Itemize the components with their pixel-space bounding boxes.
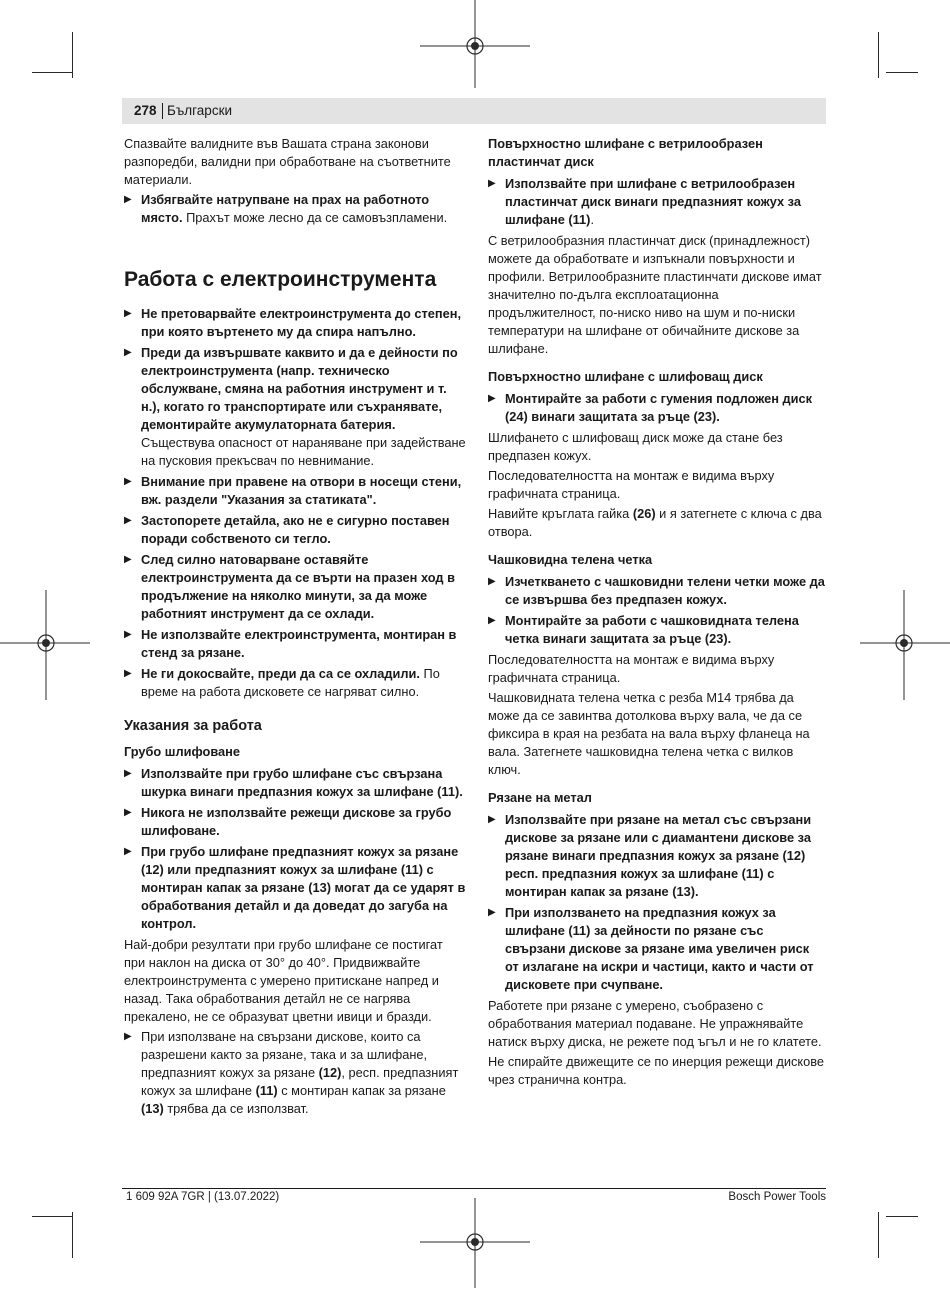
subheading: Повърхностно шлифане с шлифоващ диск — [488, 369, 763, 384]
intro-paragraph: Спазвайте валидните във Вашата страна законови разпоредби, валидни при обработване на съответните материали. — [124, 136, 451, 187]
list-item: ▶ Избягвайте натрупване на прах на работното място. Прахът може лесно да се самовъзпламени. — [124, 192, 448, 225]
list-item: ▶ Не използвайте електроинструмента, монтиран в стенд за рязане. — [124, 627, 457, 660]
section-title: Работа с електроинструмента — [124, 268, 437, 291]
bullet-triangle-icon: ▶ — [488, 576, 496, 587]
crop-mark — [32, 1216, 72, 1217]
list-item: ▶ Никога не използвайте режещи дискове за грубо шлифоване. — [124, 805, 452, 838]
paragraph: Навийте кръглата гайка (26) и я затегнете с ключа с два отвора. — [488, 506, 822, 539]
crop-mark — [886, 72, 918, 73]
list-item: ▶ Внимание при правене на отвори в носещи стени, вж. раздели "Указания за статиката". — [124, 474, 462, 507]
bullet-triangle-icon: ▶ — [488, 178, 496, 189]
registration-mark-icon — [860, 590, 950, 700]
page-number: 278 — [134, 103, 157, 118]
bullet-triangle-icon: ▶ — [124, 515, 132, 526]
subheading: Грубо шлифоване — [124, 744, 240, 759]
registration-mark-icon — [420, 1198, 530, 1288]
paragraph: Последователността на монтаж е видима върху графичната страница. — [488, 652, 775, 685]
subheading: Чашковидна телена четка — [488, 552, 653, 567]
bullet-triangle-icon: ▶ — [124, 668, 132, 679]
paragraph: Не спирайте движещите се по инерция режещи дискове чрез странична контра. — [488, 1054, 825, 1087]
header-separator — [162, 103, 163, 119]
footer-document-id: 1 609 92A 7GR | (13.07.2022) — [126, 1191, 280, 1203]
footer-rule — [122, 1188, 826, 1189]
list-item: ▶ Не ги докосвайте, преди да са се охладили. По време на работа дисковете се нагряват силно. — [124, 666, 440, 699]
bullet-triangle-icon: ▶ — [124, 768, 132, 779]
subheading: Повърхностно шлифане с ветрилообразен пластинчат диск — [488, 136, 763, 169]
paragraph: Шлифането с шлифоващ диск може да стане без предпазен кожух. — [488, 430, 783, 463]
list-item: ▶ След силно натоварване оставяйте електроинструмента да се върти на празен ход в продължение на няколко минути, за да може работният инструмент да се охлади. — [124, 552, 455, 621]
crop-mark — [878, 32, 879, 78]
bullet-triangle-icon: ▶ — [488, 393, 496, 404]
list-item: ▶ Монтирайте за работи с чашковидната телена четка винаги защитата за ръце (23). — [488, 613, 799, 646]
registration-mark-icon — [420, 0, 530, 90]
paragraph: Работете при рязане с умерено, съобразено с обработвания материал подаване. Не упражнявайте натиск върху диска, не режете под ъгъл и не го клатете. — [488, 998, 822, 1049]
list-item: ▶ При грубо шлифане предпазният кожух за рязане (12) или предпазният кожух за шлифане (11) с монтиран капак за рязане (13) могат да се ударят в обработвания детайл и да доведат до загуба на контрол. — [124, 844, 466, 931]
bullet-triangle-icon: ▶ — [124, 846, 132, 857]
bullet-triangle-icon: ▶ — [124, 807, 132, 818]
bullet-triangle-icon: ▶ — [124, 194, 132, 205]
list-item: ▶ Монтирайте за работи с гумения подложен диск (24) винаги защитата за ръце (23). — [488, 391, 813, 424]
paragraph: Най-добри резултати при грубо шлифане се постигат при наклон на диска от 30° до 40°. Придвижвайте електроинструмента с умерено притискане напред и назад. Така обработвания детайл не се нагрява прекалено, не се образуват цветни ивици и бразди. — [124, 937, 443, 1024]
crop-mark — [72, 1212, 73, 1258]
list-item: ▶ Използвайте при шлифане с ветрилообразен пластинчат диск винаги предпазният кожух за шлифане (11). — [488, 176, 801, 227]
paragraph: Последователността на монтаж е видима върху графичната страница. — [488, 468, 775, 501]
list-item: ▶ Използвайте при грубо шлифане със свързана шкурка винаги предпазния кожух за шлифане (11). — [124, 766, 463, 799]
crop-mark — [72, 32, 73, 78]
bullet-triangle-icon: ▶ — [124, 629, 132, 640]
subsection-title: Указания за работа — [124, 718, 262, 734]
list-item: ▶ Изчеткването с чашковидни телени четки може да се извършва без предпазен кожух. — [488, 574, 825, 607]
bullet-triangle-icon: ▶ — [124, 554, 132, 565]
subheading: Рязане на метал — [488, 790, 592, 805]
crop-mark — [878, 1212, 879, 1258]
list-item: ▶ Използвайте при рязане на метал със свързани дискове за рязане или с диамантени дискове за рязане винаги предпазния кожух за рязане (12) респ. предпазния кожух за шлифане (11) с монтиран капак за рязане (13). — [488, 812, 812, 899]
crop-mark — [886, 1216, 918, 1217]
registration-mark-icon — [0, 590, 90, 700]
list-item: ▶ Преди да извършвате каквито и да е дейности по електроинструмента (напр. техническо обслужване, смяна на работния инструмент и т. н.), когато го транспортирате или съхранявате, демонтирайте акумулаторната батерия. Съществува опасност от нараняване при задействане на пусковия прекъсвач по невнимание. — [124, 345, 466, 468]
list-item: ▶ При използване на свързани дискове, които са разрешени както за рязане, така и за шлифане, предпазният кожух за рязане (12), респ. предпазният кожух за шлифане (11) с монтиран капак за рязане (13) трябва да се използват. — [124, 1029, 459, 1116]
footer-brand: Bosch Power Tools — [728, 1191, 826, 1203]
bullet-triangle-icon: ▶ — [124, 308, 132, 319]
left-column — [124, 135, 466, 1121]
right-column — [488, 135, 826, 1091]
bullet-triangle-icon: ▶ — [124, 476, 132, 487]
paragraph: С ветрилообразния пластинчат диск (принадлежност) можете да обработвате и изпъкнали повърхности и профили. Ветрилообразните пластинчати дискове имат значително по-дълга експлоатационна продължителност, по-ниско ниво на шум и по-ниски температури на шлифане от обичайните дискове за шлифане. — [488, 233, 822, 356]
crop-mark — [32, 72, 72, 73]
list-item: ▶ При използването на предпазния кожух за шлифане (11) за дейности по рязане със свързани дискове за рязане има увеличен риск от излагане на искри и частици, както и части от дисковете при счупване. — [488, 905, 814, 992]
bullet-triangle-icon: ▶ — [488, 615, 496, 626]
page-language: Български — [167, 103, 233, 118]
list-item: ▶ Застопорете детайла, ако не е сигурно поставен поради собственото си тегло. — [124, 513, 450, 546]
paragraph: Чашковидната телена четка с резба M14 трябва да може да се завинтва дотолкова върху вала, че да се фиксира в края на резбата на вала върху фланеца на вала. Затегнете чашковидна телена четка с вилков ключ. — [488, 690, 810, 777]
bullet-triangle-icon: ▶ — [124, 1031, 132, 1042]
bullet-triangle-icon: ▶ — [488, 907, 496, 918]
list-item: ▶ Не претоварвайте електроинструмента до степен, при която въртенето му да спира напълно. — [124, 306, 462, 339]
bullet-triangle-icon: ▶ — [488, 814, 496, 825]
bullet-triangle-icon: ▶ — [124, 347, 132, 358]
